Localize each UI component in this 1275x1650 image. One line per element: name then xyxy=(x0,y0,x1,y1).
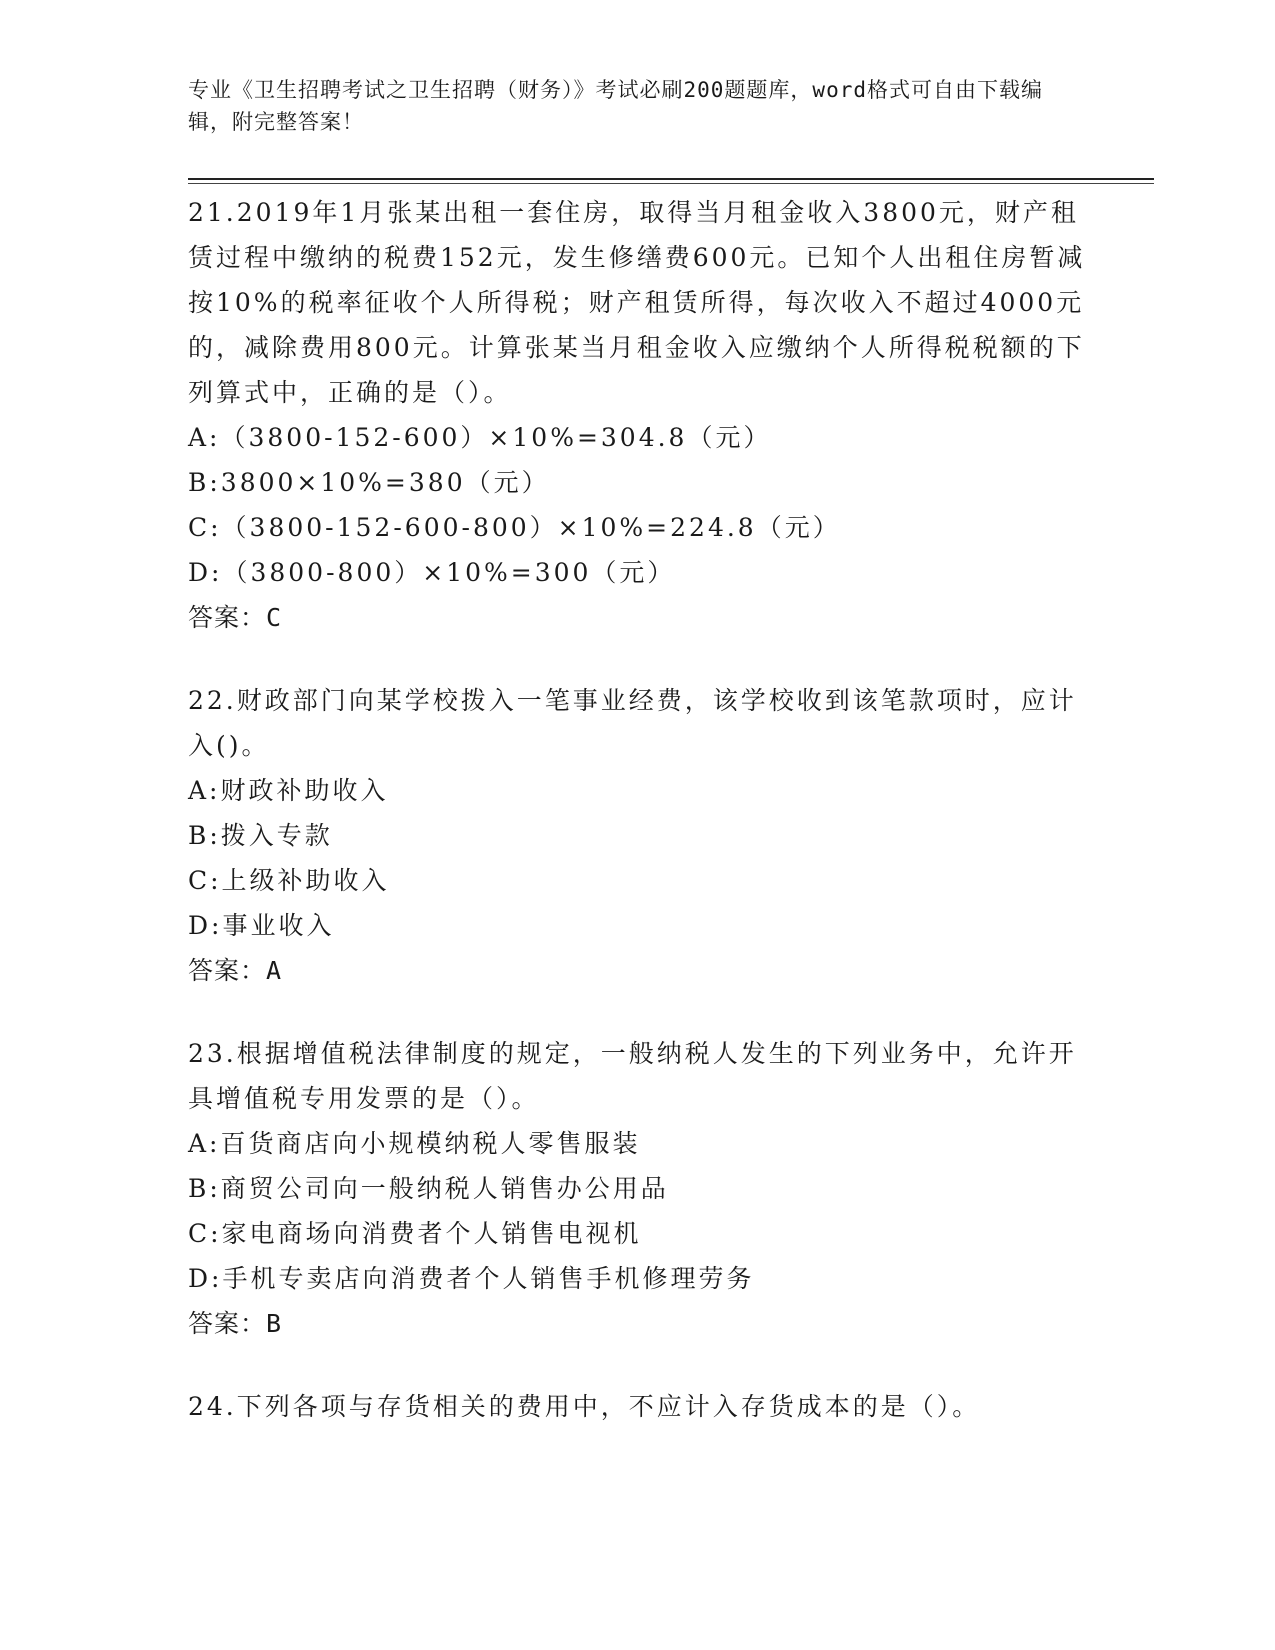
option-c: C:上级补助收入 xyxy=(188,866,390,895)
option-a: A:财政补助收入 xyxy=(188,776,389,805)
option-c: C:（3800-152-600-800）×10%=224.8（元） xyxy=(188,513,841,542)
option-d: D:手机专卖店向消费者个人销售手机修理劳务 xyxy=(188,1264,755,1293)
question-23 xyxy=(188,1031,1088,1346)
header-divider-thick xyxy=(188,178,1154,180)
question-text: 22.财政部门向某学校拨入一笔事业经费，该学校收到该笔款项时，应计入()。 xyxy=(188,686,1077,760)
option-b: B:商贸公司向一般纳税人销售办公用品 xyxy=(188,1174,669,1203)
question-text: 21.2019年1月张某出租一套住房，取得当月租金收入3800元，财产租赁过程中缴纳的税费152元，发生修缮费600元。已知个人出租住房暂减按10%的税率征收个人所得税；财产租赁所得，每次收入不超过4000元的，减除费用800元。计算张某当月租金收入应缴纳个人所得税税额的下列算式中，正确的是（）。 xyxy=(188,198,1086,407)
option-d: D:事业收入 xyxy=(188,911,335,940)
question-22 xyxy=(188,678,1088,993)
question-list xyxy=(188,190,1088,1467)
answer-line: 答案：C xyxy=(188,603,283,632)
question-21 xyxy=(188,190,1088,640)
question-24 xyxy=(188,1384,1088,1429)
option-a: A:百货商店向小规模纳税人零售服装 xyxy=(188,1129,641,1158)
option-c: C:家电商场向消费者个人销售电视机 xyxy=(188,1219,642,1248)
option-a: A:（3800-152-600）×10%=304.8（元） xyxy=(188,423,772,452)
question-text: 24.下列各项与存货相关的费用中，不应计入存货成本的是（）。 xyxy=(188,1392,981,1421)
question-text: 23.根据增值税法律制度的规定，一般纳税人发生的下列业务中，允许开具增值税专用发票的是（）。 xyxy=(188,1039,1077,1113)
option-b: B:拨入专款 xyxy=(188,821,333,850)
document-header: 专业《卫生招聘考试之卫生招聘（财务）》考试必刷200题题库，word格式可自由下载编辑，附完整答案！ xyxy=(188,78,1043,134)
option-b: B:3800×10%=380（元） xyxy=(188,468,550,497)
answer-line: 答案：A xyxy=(188,956,283,985)
option-d: D:（3800-800）×10%=300（元） xyxy=(188,558,676,587)
answer-line: 答案：B xyxy=(188,1309,283,1338)
header-divider-thin xyxy=(188,183,1154,184)
